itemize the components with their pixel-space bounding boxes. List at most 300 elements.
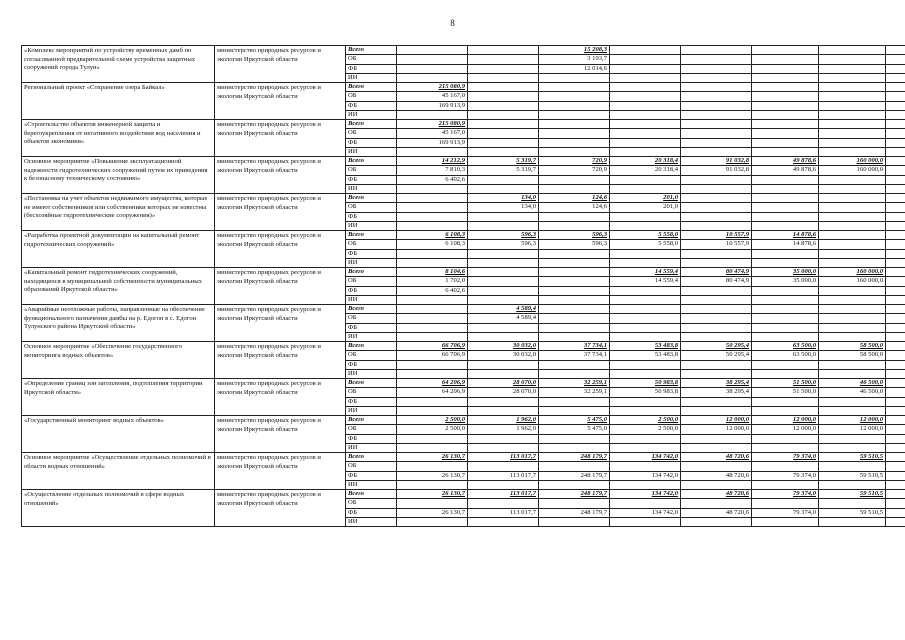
amount-cell: 12 000,0 bbox=[681, 416, 752, 425]
amount-cell bbox=[819, 46, 886, 55]
amount-cell bbox=[752, 129, 819, 138]
amount-cell: 20 318,4 bbox=[610, 166, 681, 175]
amount-cell bbox=[886, 388, 905, 397]
amount-cell bbox=[886, 517, 905, 526]
amount-cell bbox=[539, 268, 610, 277]
amount-cell bbox=[681, 258, 752, 267]
funding-source: ОБ bbox=[346, 499, 397, 508]
amount-cell bbox=[468, 175, 539, 184]
amount-cell bbox=[468, 101, 539, 110]
amount-cell bbox=[886, 351, 905, 360]
amount-cell bbox=[397, 73, 468, 82]
amount-cell: 58 500,0 bbox=[819, 342, 886, 351]
funding-source: ОБ bbox=[346, 314, 397, 323]
funding-source: ИИ bbox=[346, 184, 397, 193]
activity-name: «Определение границ зон затопления, подтопления территории Иркутской области» bbox=[22, 379, 215, 416]
amount-cell: 28 070,0 bbox=[468, 388, 539, 397]
amount-cell bbox=[752, 305, 819, 314]
funding-source: ОБ bbox=[346, 240, 397, 249]
amount-cell: 169 913,9 bbox=[397, 138, 468, 147]
amount-cell bbox=[752, 46, 819, 55]
funding-table bbox=[21, 45, 905, 527]
amount-cell bbox=[886, 64, 905, 73]
amount-cell: 35 000,0 bbox=[752, 268, 819, 277]
amount-cell bbox=[681, 305, 752, 314]
amount-cell bbox=[752, 480, 819, 489]
amount-cell: 134,0 bbox=[468, 203, 539, 212]
activity-name: «Разработка проектной документации на капитальный ремонт гидротехнических сооружений» bbox=[22, 231, 215, 268]
amount-cell bbox=[886, 240, 905, 249]
amount-cell bbox=[468, 360, 539, 369]
amount-cell bbox=[397, 249, 468, 258]
amount-cell bbox=[681, 138, 752, 147]
amount-cell bbox=[886, 147, 905, 156]
funding-source: ИИ bbox=[346, 221, 397, 230]
amount-cell: 48 720,6 bbox=[681, 453, 752, 462]
amount-cell bbox=[752, 101, 819, 110]
amount-cell: 4 589,4 bbox=[468, 305, 539, 314]
amount-cell bbox=[610, 295, 681, 304]
amount-cell bbox=[610, 147, 681, 156]
amount-cell: 14 212,9 bbox=[397, 157, 468, 166]
amount-cell: 1 962,0 bbox=[468, 416, 539, 425]
funding-source: ФБ bbox=[346, 323, 397, 332]
amount-cell bbox=[397, 397, 468, 406]
amount-cell bbox=[539, 499, 610, 508]
amount-cell bbox=[397, 443, 468, 452]
amount-cell: 169 913,9 bbox=[397, 101, 468, 110]
amount-cell bbox=[886, 462, 905, 471]
amount-cell bbox=[886, 46, 905, 55]
amount-cell bbox=[397, 305, 468, 314]
amount-cell bbox=[610, 323, 681, 332]
amount-cell bbox=[468, 295, 539, 304]
executor-name: министерство природных ресурсов и экологии Иркутской области bbox=[215, 342, 346, 379]
amount-cell bbox=[468, 406, 539, 415]
amount-cell: 38 295,4 bbox=[681, 388, 752, 397]
amount-cell bbox=[752, 332, 819, 341]
amount-cell bbox=[819, 175, 886, 184]
amount-cell: 113 017,7 bbox=[468, 508, 539, 517]
amount-cell: 45 167,0 bbox=[397, 92, 468, 101]
amount-cell bbox=[539, 369, 610, 378]
amount-cell bbox=[752, 203, 819, 212]
amount-cell: 50 295,4 bbox=[681, 342, 752, 351]
table-row bbox=[22, 490, 905, 499]
activity-name: «Строительство объектов инженерной защиты и берегоукрепления от негативного воздействия вод населения и объектов экономики» bbox=[22, 120, 215, 157]
amount-cell bbox=[681, 110, 752, 119]
funding-source: ОБ bbox=[346, 203, 397, 212]
amount-cell bbox=[886, 434, 905, 443]
funding-source: Всего bbox=[346, 416, 397, 425]
amount-cell bbox=[397, 314, 468, 323]
amount-cell bbox=[468, 138, 539, 147]
amount-cell bbox=[819, 147, 886, 156]
amount-cell bbox=[886, 480, 905, 489]
amount-cell bbox=[468, 434, 539, 443]
amount-cell: 6 108,3 bbox=[397, 240, 468, 249]
amount-cell: 5 475,0 bbox=[539, 425, 610, 434]
amount-cell bbox=[610, 443, 681, 452]
amount-cell bbox=[397, 462, 468, 471]
amount-cell: 49 878,6 bbox=[752, 166, 819, 175]
amount-cell bbox=[539, 406, 610, 415]
executor-name: министерство природных ресурсов и экологии Иркутской области bbox=[215, 157, 346, 194]
amount-cell: 6 108,3 bbox=[397, 231, 468, 240]
amount-cell: 79 374,0 bbox=[752, 490, 819, 499]
activity-name: Основное мероприятие «Осуществление отдельных полномочий в области водных отношений» bbox=[22, 453, 215, 490]
funding-source: Всего bbox=[346, 120, 397, 129]
funding-source: Всего bbox=[346, 268, 397, 277]
amount-cell bbox=[886, 369, 905, 378]
amount-cell bbox=[539, 249, 610, 258]
amount-cell bbox=[610, 369, 681, 378]
amount-cell bbox=[539, 92, 610, 101]
amount-cell: 248 179,7 bbox=[539, 508, 610, 517]
amount-cell: 48 720,6 bbox=[681, 490, 752, 499]
amount-cell: 26 130,7 bbox=[397, 508, 468, 517]
amount-cell bbox=[752, 73, 819, 82]
amount-cell bbox=[819, 129, 886, 138]
amount-cell bbox=[886, 323, 905, 332]
funding-source: ИИ bbox=[346, 73, 397, 82]
amount-cell bbox=[819, 203, 886, 212]
amount-cell: 79 374,0 bbox=[752, 508, 819, 517]
amount-cell bbox=[610, 55, 681, 64]
amount-cell bbox=[819, 212, 886, 221]
amount-cell bbox=[819, 231, 886, 240]
amount-cell bbox=[886, 166, 905, 175]
amount-cell: 6 402,6 bbox=[397, 175, 468, 184]
executor-name: министерство природных ресурсов и экологии Иркутской области bbox=[215, 120, 346, 157]
amount-cell bbox=[539, 212, 610, 221]
executor-name: министерство природных ресурсов и экологии Иркутской области bbox=[215, 46, 346, 83]
amount-cell: 201,0 bbox=[610, 194, 681, 203]
amount-cell bbox=[886, 453, 905, 462]
amount-cell bbox=[752, 212, 819, 221]
amount-cell bbox=[468, 46, 539, 55]
amount-cell: 8 104,6 bbox=[397, 268, 468, 277]
amount-cell bbox=[681, 55, 752, 64]
amount-cell bbox=[539, 221, 610, 230]
amount-cell: 79 374,0 bbox=[752, 453, 819, 462]
funding-source: Всего bbox=[346, 453, 397, 462]
amount-cell: 1 702,0 bbox=[397, 277, 468, 286]
amount-cell bbox=[681, 129, 752, 138]
funding-source: ФБ bbox=[346, 286, 397, 295]
executor-name: министерство природных ресурсов и экологии Иркутской области bbox=[215, 453, 346, 490]
funding-table-body bbox=[22, 46, 905, 527]
amount-cell bbox=[819, 462, 886, 471]
amount-cell bbox=[886, 268, 905, 277]
amount-cell bbox=[468, 92, 539, 101]
amount-cell bbox=[886, 83, 905, 92]
amount-cell bbox=[752, 92, 819, 101]
amount-cell bbox=[752, 258, 819, 267]
amount-cell bbox=[886, 286, 905, 295]
amount-cell bbox=[468, 286, 539, 295]
amount-cell bbox=[468, 64, 539, 73]
amount-cell: 46 500,0 bbox=[819, 388, 886, 397]
funding-source: ФБ bbox=[346, 508, 397, 517]
amount-cell: 80 474,9 bbox=[681, 277, 752, 286]
amount-cell bbox=[610, 64, 681, 73]
executor-name: министерство природных ресурсов и экологии Иркутской области bbox=[215, 379, 346, 416]
table-row bbox=[22, 453, 905, 462]
amount-cell bbox=[610, 120, 681, 129]
amount-cell bbox=[886, 342, 905, 351]
amount-cell: 2 500,0 bbox=[397, 416, 468, 425]
funding-source: Всего bbox=[346, 490, 397, 499]
amount-cell bbox=[752, 83, 819, 92]
amount-cell bbox=[610, 92, 681, 101]
amount-cell bbox=[819, 194, 886, 203]
amount-cell: 2 500,0 bbox=[610, 416, 681, 425]
amount-cell bbox=[539, 110, 610, 119]
amount-cell bbox=[468, 499, 539, 508]
amount-cell bbox=[819, 240, 886, 249]
amount-cell bbox=[681, 332, 752, 341]
amount-cell bbox=[610, 434, 681, 443]
amount-cell: 53 483,8 bbox=[610, 342, 681, 351]
funding-source: Всего bbox=[346, 231, 397, 240]
amount-cell bbox=[819, 110, 886, 119]
activity-name: «Комплекс мероприятий по устройству временных дамб по согласованной предварительной схеме устройства защитных сооружений города Тулун» bbox=[22, 46, 215, 83]
amount-cell: 134 742,0 bbox=[610, 490, 681, 499]
amount-cell: 248 179,7 bbox=[539, 490, 610, 499]
funding-source: ОБ bbox=[346, 388, 397, 397]
amount-cell bbox=[886, 314, 905, 323]
amount-cell: 124,6 bbox=[539, 203, 610, 212]
amount-cell bbox=[819, 397, 886, 406]
activity-name: «Постановка на учет объектов недвижимого имущества, которые не имеют собственников или собственники которых не известны (бесхозяйные гидротехнические сооружения)» bbox=[22, 194, 215, 231]
amount-cell bbox=[886, 101, 905, 110]
amount-cell: 66 706,9 bbox=[397, 351, 468, 360]
amount-cell bbox=[468, 147, 539, 156]
amount-cell: 58 500,0 bbox=[819, 351, 886, 360]
amount-cell bbox=[886, 332, 905, 341]
executor-name: министерство природных ресурсов и экологии Иркутской области bbox=[215, 83, 346, 120]
amount-cell bbox=[752, 314, 819, 323]
amount-cell bbox=[681, 46, 752, 55]
funding-source: Всего bbox=[346, 342, 397, 351]
amount-cell bbox=[819, 314, 886, 323]
amount-cell: 64 206,9 bbox=[397, 379, 468, 388]
amount-cell: 32 259,1 bbox=[539, 388, 610, 397]
amount-cell bbox=[610, 517, 681, 526]
amount-cell: 91 032,8 bbox=[681, 157, 752, 166]
amount-cell bbox=[752, 295, 819, 304]
amount-cell bbox=[468, 323, 539, 332]
amount-cell bbox=[886, 138, 905, 147]
executor-name: министерство природных ресурсов и экологии Иркутской области bbox=[215, 231, 346, 268]
amount-cell: 160 000,0 bbox=[819, 157, 886, 166]
amount-cell bbox=[468, 443, 539, 452]
amount-cell: 49 878,6 bbox=[752, 157, 819, 166]
amount-cell: 48 720,6 bbox=[681, 508, 752, 517]
amount-cell bbox=[397, 221, 468, 230]
amount-cell: 596,3 bbox=[468, 231, 539, 240]
amount-cell: 53 483,8 bbox=[610, 351, 681, 360]
amount-cell: 37 734,1 bbox=[539, 342, 610, 351]
amount-cell bbox=[610, 73, 681, 82]
amount-cell: 14 878,6 bbox=[752, 231, 819, 240]
amount-cell bbox=[539, 295, 610, 304]
amount-cell bbox=[819, 101, 886, 110]
amount-cell bbox=[886, 175, 905, 184]
amount-cell: 50 295,4 bbox=[681, 351, 752, 360]
amount-cell bbox=[886, 157, 905, 166]
amount-cell bbox=[539, 314, 610, 323]
funding-source: ФБ bbox=[346, 138, 397, 147]
funding-source: ФБ bbox=[346, 64, 397, 73]
amount-cell bbox=[886, 443, 905, 452]
funding-source: ИИ bbox=[346, 443, 397, 452]
amount-cell: 26 130,7 bbox=[397, 490, 468, 499]
amount-cell: 5 558,0 bbox=[610, 231, 681, 240]
amount-cell: 5 319,7 bbox=[468, 157, 539, 166]
amount-cell bbox=[468, 221, 539, 230]
amount-cell bbox=[468, 212, 539, 221]
amount-cell bbox=[681, 462, 752, 471]
amount-cell: 160 000,0 bbox=[819, 268, 886, 277]
amount-cell bbox=[610, 286, 681, 295]
amount-cell: 2 500,0 bbox=[397, 425, 468, 434]
amount-cell bbox=[819, 258, 886, 267]
amount-cell: 48 720,6 bbox=[681, 471, 752, 480]
amount-cell bbox=[610, 46, 681, 55]
amount-cell bbox=[397, 323, 468, 332]
funding-source: ФБ bbox=[346, 471, 397, 480]
amount-cell: 720,9 bbox=[539, 166, 610, 175]
amount-cell bbox=[539, 175, 610, 184]
funding-source: ФБ bbox=[346, 175, 397, 184]
funding-source: ФБ bbox=[346, 212, 397, 221]
amount-cell: 26 130,7 bbox=[397, 471, 468, 480]
amount-cell bbox=[681, 517, 752, 526]
amount-cell bbox=[886, 490, 905, 499]
amount-cell: 134,0 bbox=[468, 194, 539, 203]
amount-cell bbox=[752, 517, 819, 526]
amount-cell: 63 500,0 bbox=[752, 342, 819, 351]
amount-cell bbox=[681, 73, 752, 82]
amount-cell: 14 559,4 bbox=[610, 277, 681, 286]
amount-cell bbox=[681, 101, 752, 110]
table-row bbox=[22, 305, 905, 314]
amount-cell bbox=[610, 138, 681, 147]
amount-cell bbox=[752, 120, 819, 129]
amount-cell bbox=[397, 332, 468, 341]
amount-cell bbox=[539, 184, 610, 193]
funding-source: ФБ bbox=[346, 101, 397, 110]
funding-source: ИИ bbox=[346, 369, 397, 378]
amount-cell bbox=[819, 249, 886, 258]
amount-cell: 80 474,9 bbox=[681, 268, 752, 277]
funding-source: ИИ bbox=[346, 295, 397, 304]
amount-cell bbox=[819, 369, 886, 378]
amount-cell bbox=[681, 64, 752, 73]
amount-cell: 1 962,0 bbox=[468, 425, 539, 434]
amount-cell bbox=[397, 434, 468, 443]
executor-name: министерство природных ресурсов и экологии Иркутской области bbox=[215, 305, 346, 342]
amount-cell bbox=[752, 406, 819, 415]
executor-name: министерство природных ресурсов и экологии Иркутской области bbox=[215, 416, 346, 453]
amount-cell bbox=[539, 147, 610, 156]
amount-cell: 30 032,0 bbox=[468, 351, 539, 360]
amount-cell bbox=[397, 46, 468, 55]
amount-cell bbox=[468, 258, 539, 267]
amount-cell bbox=[886, 184, 905, 193]
funding-source: Всего bbox=[346, 46, 397, 55]
amount-cell bbox=[610, 101, 681, 110]
amount-cell bbox=[819, 332, 886, 341]
funding-source: ИИ bbox=[346, 332, 397, 341]
amount-cell bbox=[819, 138, 886, 147]
amount-cell: 64 206,9 bbox=[397, 388, 468, 397]
amount-cell bbox=[752, 55, 819, 64]
amount-cell: 28 070,0 bbox=[468, 379, 539, 388]
amount-cell bbox=[886, 55, 905, 64]
amount-cell: 215 080,9 bbox=[397, 120, 468, 129]
amount-cell bbox=[539, 101, 610, 110]
amount-cell: 79 374,0 bbox=[752, 471, 819, 480]
amount-cell bbox=[886, 406, 905, 415]
amount-cell: 596,3 bbox=[539, 231, 610, 240]
table-row bbox=[22, 342, 905, 351]
amount-cell bbox=[886, 221, 905, 230]
amount-cell bbox=[752, 360, 819, 369]
amount-cell bbox=[886, 231, 905, 240]
amount-cell bbox=[886, 129, 905, 138]
amount-cell bbox=[681, 434, 752, 443]
amount-cell bbox=[610, 129, 681, 138]
amount-cell bbox=[539, 397, 610, 406]
table-row bbox=[22, 379, 905, 388]
amount-cell: 32 259,1 bbox=[539, 379, 610, 388]
amount-cell bbox=[397, 258, 468, 267]
funding-source: ФБ bbox=[346, 249, 397, 258]
amount-cell bbox=[681, 83, 752, 92]
amount-cell: 46 500,0 bbox=[819, 379, 886, 388]
amount-cell bbox=[681, 92, 752, 101]
amount-cell bbox=[886, 249, 905, 258]
amount-cell bbox=[468, 129, 539, 138]
amount-cell bbox=[886, 194, 905, 203]
amount-cell: 38 295,4 bbox=[681, 379, 752, 388]
amount-cell: 596,3 bbox=[468, 240, 539, 249]
amount-cell: 12 000,0 bbox=[819, 416, 886, 425]
amount-cell bbox=[886, 379, 905, 388]
table-row bbox=[22, 83, 905, 92]
funding-source: ОБ bbox=[346, 166, 397, 175]
amount-cell bbox=[468, 480, 539, 489]
amount-cell bbox=[752, 249, 819, 258]
amount-cell bbox=[539, 517, 610, 526]
amount-cell bbox=[539, 120, 610, 129]
amount-cell: 160 000,0 bbox=[819, 277, 886, 286]
amount-cell bbox=[468, 83, 539, 92]
amount-cell: 20 318,4 bbox=[610, 157, 681, 166]
amount-cell: 12 000,0 bbox=[752, 416, 819, 425]
amount-cell bbox=[610, 305, 681, 314]
amount-cell bbox=[397, 406, 468, 415]
amount-cell bbox=[819, 323, 886, 332]
amount-cell bbox=[539, 305, 610, 314]
funding-source: ИИ bbox=[346, 480, 397, 489]
funding-source: ОБ bbox=[346, 277, 397, 286]
amount-cell bbox=[610, 360, 681, 369]
amount-cell bbox=[886, 471, 905, 480]
